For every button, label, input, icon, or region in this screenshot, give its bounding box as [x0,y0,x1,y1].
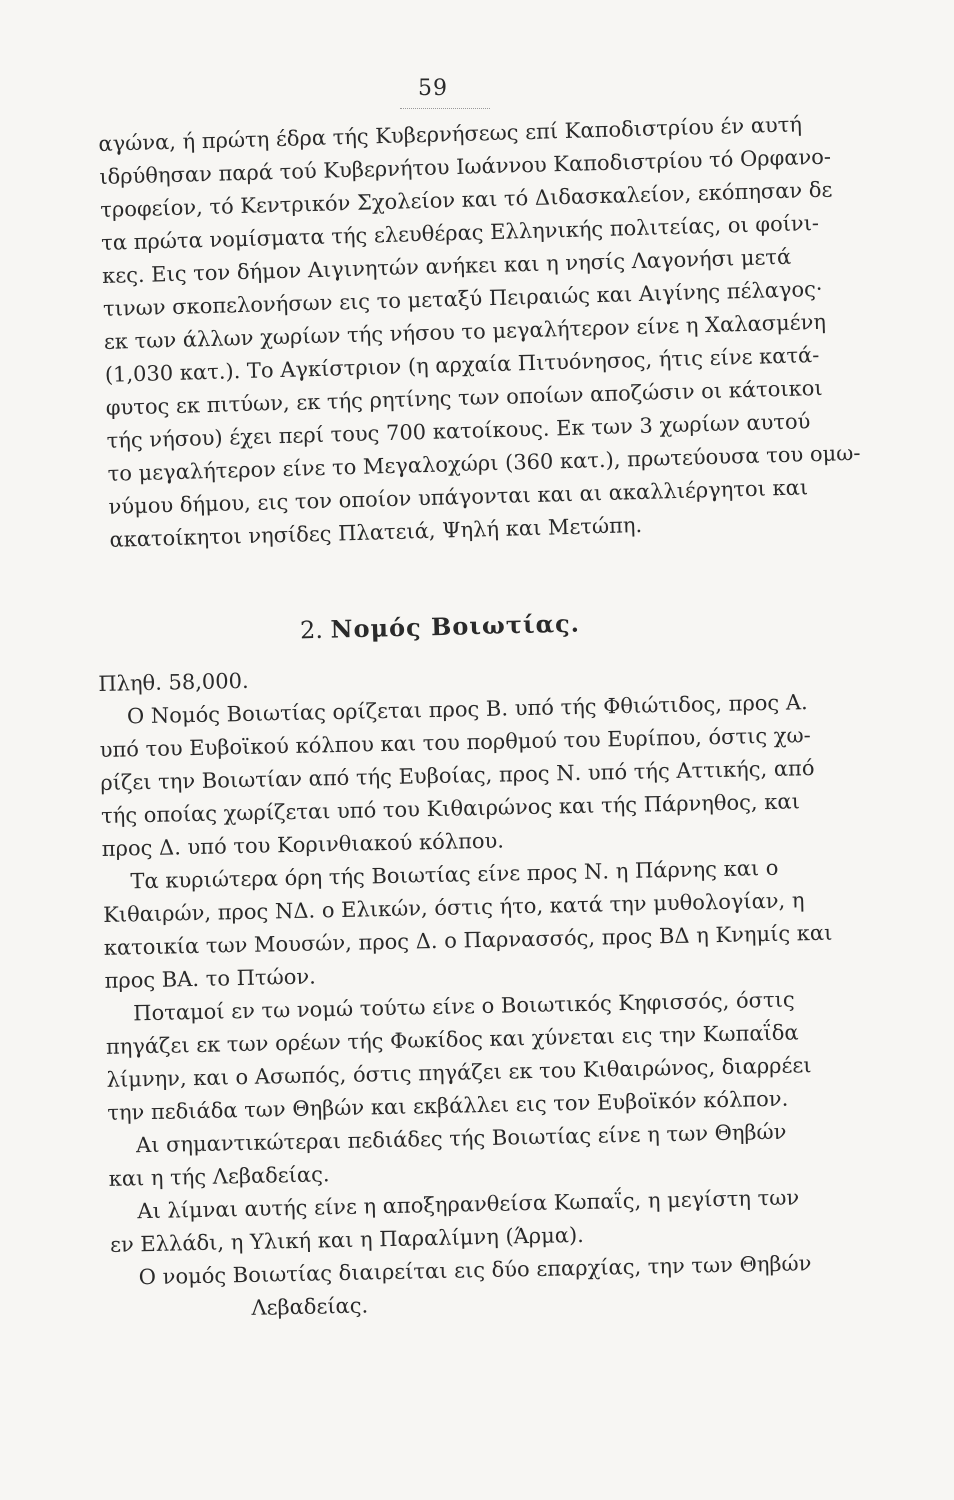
text-line: νύμου δήμου, εις τον οποίον υπάγονται και αι ακαλλιέργητοι και [108,475,809,519]
text-line: κατοικία των Μουσών, προς Δ. ο Παρνασσός, προς ΒΔ η Κνημίς και [103,920,833,960]
section-title: Νομός Βοιωτίας. [330,608,581,644]
text-line: Τα κυριώτερα όρη τής Βοιωτίας είνε προς Ν. η Πάρνης και ο [130,855,779,894]
text-line: ρίζει την Βοιωτίαν από τής Ευβοίας, προς Ν. υπό τής Αττικής, από [100,756,815,795]
text-line: Ο νομός Βοιωτίας διαιρείται εις δύο επαρχίας, την των Θηβών [138,1251,812,1290]
text-line: Ο Νομός Βοιωτίας ορίζεται προς Β. υπό τής Φθιώτιδος, προς Α. [126,690,808,729]
text-line: Λεβαδείας. [251,1293,369,1320]
text-line: το μεγαλήτερον είνε το Μεγαλοχώρι (360 κατ.), πρωτεύουσα του ομω- [107,440,861,486]
text-line: υπό του Ευβοϊκού κόλπου και του πορθμού του Ευρίπου, όστις χω- [99,723,811,762]
text-line: πηγάζει εκ των ορέων τής Φωκίδος και χύνεται εις την Κωπαΐδα [105,1020,799,1059]
text-line: τροφείον, τό Κεντρικόν Σχολείον και τό Διδασκαλείον, εκόπησαν δε [99,177,833,222]
text-line: εκ των άλλων χωρίων τής νήσου το μεγαλήτερον είνε η Χαλασμένη [103,309,827,354]
text-line: λίμνην, και ο Ασωπός, όστις πηγάζει εκ του Κιθαιρώνος, διαρρέει [106,1053,812,1092]
text-line: Ποταμοί εν τω νομώ τούτω είνε ο Βοιωτικός Κηφισσός, όστις [132,987,795,1026]
text-line: και η τής Λεβαδείας. [108,1162,330,1191]
section-number: 2. [299,615,324,645]
text-line: Αι λίμναι αυτής είνε η αποξηρανθείσα Κωπαΐς, η μεγίστη των [137,1185,800,1224]
section-heading [300,609,581,645]
text-line: Κιθαιρών, προς ΝΔ. ο Ελικών, όστις ήτο, κατά την μυθολογίαν, η [102,888,805,927]
text-line: ακατοίκητοι νησίδες Πλατειά, Ψηλή και Μετώπη. [109,512,643,552]
paragraph-boeotia [98,653,842,1328]
text-line: Αι σημαντικώτεραι πεδιάδες τής Βοιωτίας είνε η των Θηβών [135,1119,787,1158]
text-line: τής νήσου) έχει περί τους 700 κατοίκους. Εκ των 3 χωρίων αυτού [106,409,811,453]
text-line: τής οποίας χωρίζεται υπό του Κιθαιρώνος και τής Πάρνηθος, και [100,789,801,828]
header-rule [400,108,490,109]
text-line: προς ΒΑ. το Πτώον. [104,964,317,993]
text-line: αγώνα, ή πρώτη έδρα τής Κυβερνήσεως επί Καποδιστρίου έν αυτή [98,112,803,156]
text-line: κες. Εις τον δήμον Αιγινητών ανήκει και η νησίς Λαγονήσι μετά [101,244,792,288]
text-line: φυτος εκ πιτύων, εκ τής ρητίνης των οποίων αποζώσιν οι κάτοικοι [105,375,823,420]
text-line: τινων σκοπελονήσων εις το μεταξύ Πειραιώς και Αιγίνης πέλαγος· [102,276,823,321]
text-line: τα πρώτα νομίσματα τής ελευθέρας Ελληνικής πολιτείας, οι φοίνι- [100,210,820,255]
text-line: Πληθ. 58,000. [98,668,249,696]
text-line: ιδρύθησαν παρά τού Κυβερνήτου Ιωάννου Καποδιστρίου τό Ορφανο- [99,144,832,189]
text-line: εν Ελλάδι, η Υλική και η Παραλίμνη (Άρμα). [109,1222,585,1257]
paragraph-aegina [98,108,861,557]
page-number: 59 [418,76,448,101]
text-line: προς Δ. υπό του Κορινθιακού κόλπου. [101,828,505,861]
text-line: την πεδιάδα των Θηβών και εκβάλλει εις τον Ευβοϊκόν κόλπον. [107,1086,789,1125]
text-line: (1,030 κατ.). Το Αγκίστριον (η αρχαία Πιτυόνησος, ήτις είνε κατά- [104,342,820,387]
